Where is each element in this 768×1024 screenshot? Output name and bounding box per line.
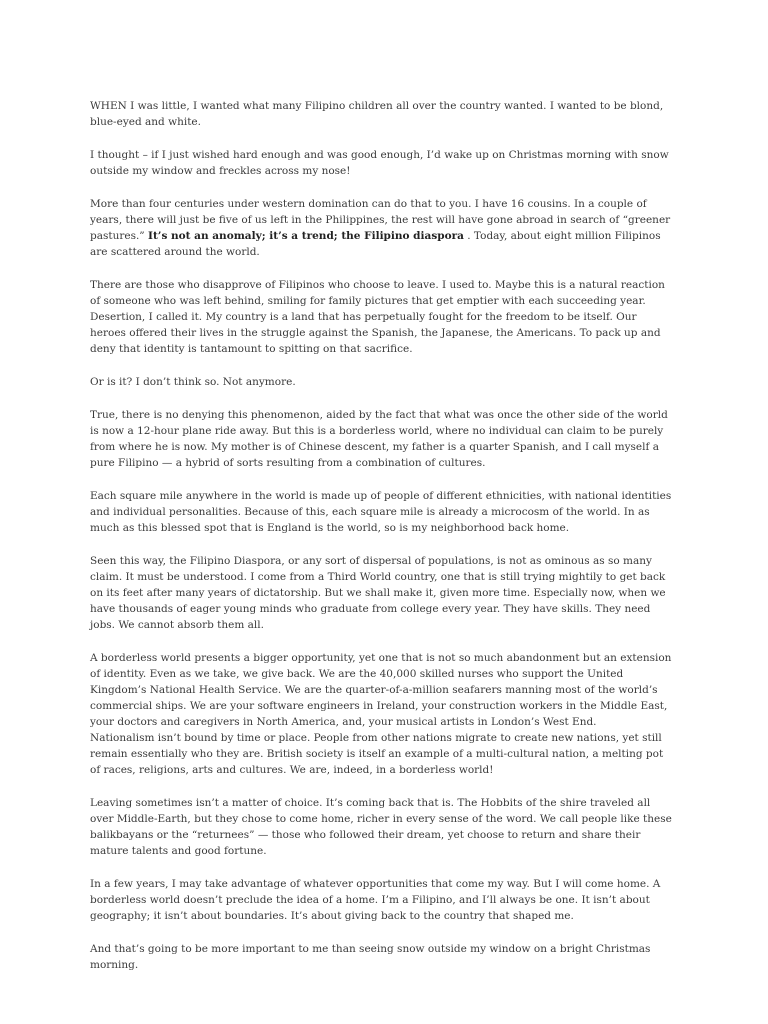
paragraph-3-bold-phrase: It’s not an anomaly; it’s a trend; the Filipino diaspora [148,230,464,242]
paragraph-3-text-after: . Today, about eight million Filipinos are scattered around the world. [90,230,661,258]
paragraph-4: There are those who disapprove of Filipinos who choose to leave. I used to. Maybe this is a natural reaction of someone who was left behind, smiling for family pictures that get emptier with each succeeding year. Desertion, I called it. My country is a land that has perpetually fought for the freedom to be itself. Our heroes offered their lives in the struggle against the Spanish, the Japanese, the Americans. To pack up and deny that identity is tantamount to spitting on that sacrifice. [90,279,665,355]
paragraph-1: WHEN I was little, I wanted what many Filipino children all over the country wanted. I wanted to be blond, blue-eyed and white. [90,100,664,128]
paragraph-3 [90,196,674,260]
paragraph-11: Leaving sometimes isn’t a matter of choice. It’s coming back that is. The Hobbits of the shire traveled all over Middle-Earth, but they chose to come home, richer in every sense of the word. We call people like these balikbayans or the “returnees” — those who followed their dream, yet choose to return and share their mature talents and good fortune. [90,797,672,857]
paragraph-6: True, there is no denying this phenomenon, aided by the fact that what was once the other side of the world is now a 12-hour plane ride away. But this is a borderless world, where no individual can claim to be purely from where he is now. My mother is of Chinese descent, my father is a quarter Spanish, and I call myself a pure Filipino — a hybrid of sorts resulting from a combination of cultures. [90,409,668,469]
paragraph-7: Each square mile anywhere in the world is made up of people of different ethnicities, with national identities and individual personalities. Because of this, each square mile is already a microcosm of the world. In as much as this blessed spot that is England is the world, so is my neighborhood back home. [90,490,672,534]
essay-document [90,98,674,990]
paragraph-10: Nationalism isn’t bound by time or place. People from other nations migrate to create new nations, yet still remain essentially who they are. British society is itself an example of a multi-cultural nation, a melting pot of races, religions, arts and cultures. We are, indeed, in a borderless world! [90,732,664,776]
paragraph-3-text-before: More than four centuries under western domination can do that to you. I have 16 cousins. In a couple of years, there will just be five of us left in the Philippines, the rest will have gone abroad in search of “greener pastures.” [90,198,671,242]
paragraph-2: I thought – if I just wished hard enough and was good enough, I’d wake up on Christmas morning with snow outside my window and freckles across my nose! [90,149,669,177]
paragraph-12: In a few years, I may take advantage of whatever opportunities that come my way. But I will come home. A borderless world doesn’t preclude the idea of a home. I’m a Filipino, and I’ll always be one. It isn’t about geography; it isn’t about boundaries. It’s about giving back to the country that shaped me. [90,878,661,922]
paragraph-5: Or is it? I don’t think so. Not anymore. [90,376,296,388]
paragraph-8: Seen this way, the Filipino Diaspora, or any sort of dispersal of populations, is not as ominous as so many claim. It must be understood. I come from a Third World country, one that is still trying mightily to get back on its feet after many years of dictatorship. But we shall make it, given more time. Especially now, when we have thousands of eager young minds who graduate from college every year. They have skills. They need jobs. We cannot absorb them all. [90,555,666,631]
paragraph-13: And that’s going to be more important to me than seeing snow outside my window on a bright Christmas morning. [90,943,651,971]
paragraph-9: A borderless world presents a bigger opportunity, yet one that is not so much abandonment but an extension of identity. Even as we take, we give back. We are the 40,000 skilled nurses who support the United Kingdom’s National Health Service. We are the quarter-of-a-million seafarers manning most of the world’s commercial ships. We are your software engineers in Ireland, your construction workers in the Middle East, your doctors and caregivers in North America, and, your musical artists in London’s West End. [90,652,672,728]
